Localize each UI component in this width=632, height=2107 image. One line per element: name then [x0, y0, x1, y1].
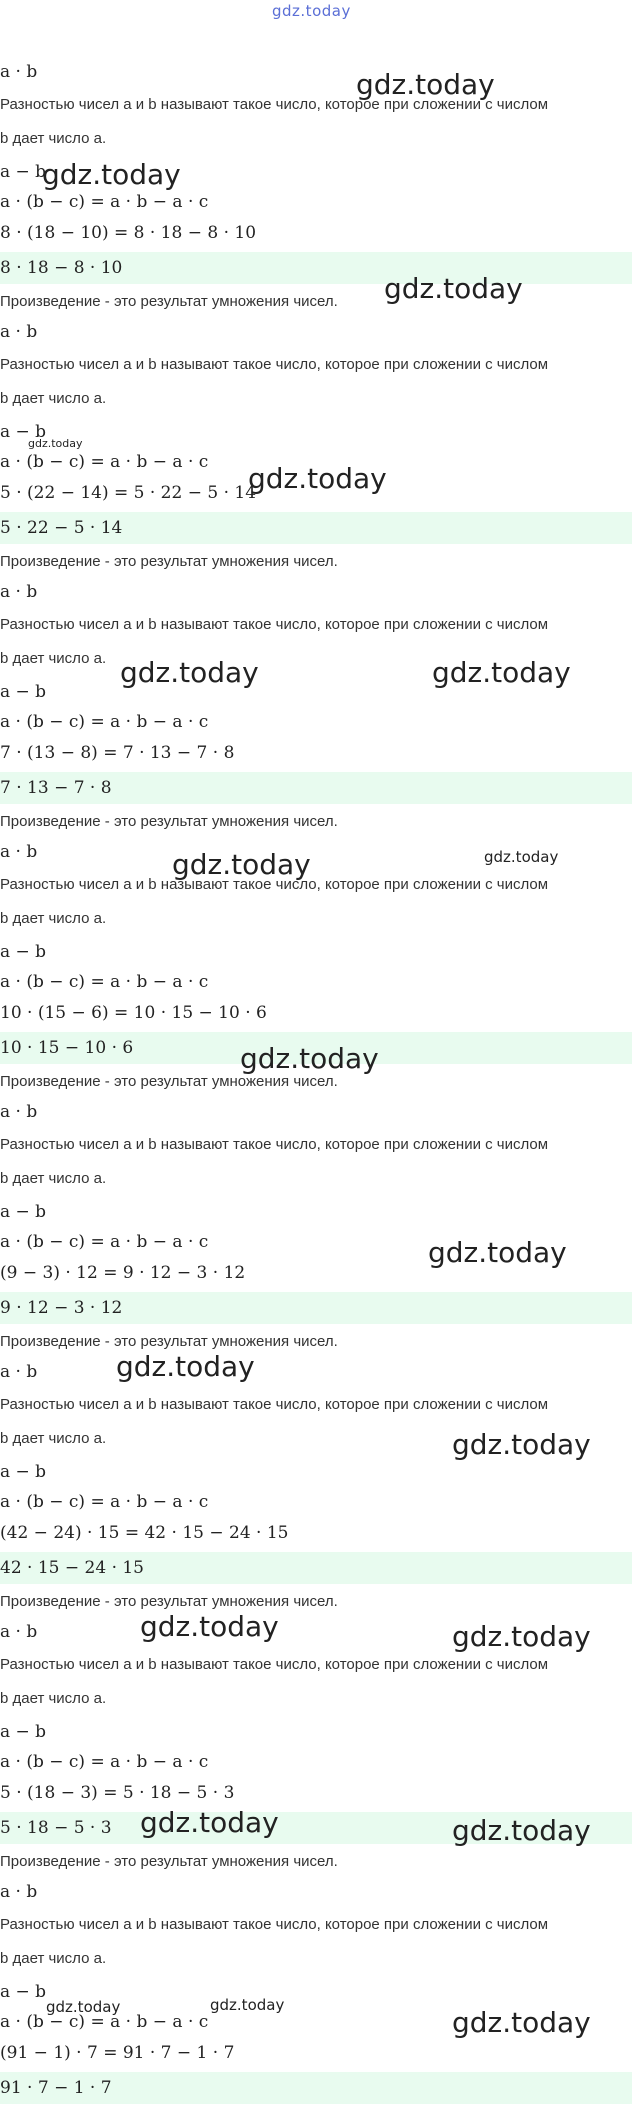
product-definition: Произведение - это результат умножения чисел.	[0, 813, 338, 830]
exercise-equation: 5 · (22 − 14) = 5 · 22 − 5 · 14	[0, 483, 257, 503]
exercise-answer: 5 · 22 − 5 · 14	[0, 518, 123, 538]
difference-definition-line2: b дает число a.	[0, 130, 107, 147]
difference-expression: a − b	[0, 1982, 47, 2002]
difference-definition-line1: Разностью чисел a и b называют такое число, которое при сложении с числом	[0, 1656, 549, 1673]
distributive-law: a · (b − c) = a · b − a · c	[0, 1752, 209, 1772]
answer-highlight	[0, 252, 632, 284]
difference-definition-line2: b дает число a.	[0, 1950, 107, 1967]
watermark: gdz.today	[356, 68, 495, 101]
distributive-law: a · (b − c) = a · b − a · c	[0, 712, 209, 732]
distributive-law: a · (b − c) = a · b − a · c	[0, 1232, 209, 1252]
difference-definition-line2: b дает число a.	[0, 910, 107, 927]
exercise-equation: (42 − 24) · 15 = 42 · 15 − 24 · 15	[0, 1523, 289, 1543]
answer-highlight	[0, 2072, 632, 2104]
watermark: gdz.today	[210, 1996, 285, 2014]
product-definition: Произведение - это результат умножения чисел.	[0, 1593, 338, 1610]
difference-definition-line2: b дает число a.	[0, 390, 107, 407]
product-expression: a · b	[0, 1102, 38, 1122]
product-definition: Произведение - это результат умножения чисел.	[0, 1333, 338, 1350]
product-expression: a · b	[0, 582, 38, 602]
difference-definition-line2: b дает число a.	[0, 650, 107, 667]
watermark: gdz.today	[452, 1620, 591, 1653]
product-definition: Произведение - это результат умножения чисел.	[0, 293, 338, 310]
distributive-law: a · (b − c) = a · b − a · c	[0, 2012, 209, 2032]
watermark: gdz.today	[452, 2006, 591, 2039]
exercise-answer: 91 · 7 − 1 · 7	[0, 2078, 112, 2098]
watermark: gdz.today	[248, 462, 387, 495]
difference-expression: a − b	[0, 162, 47, 182]
watermark: gdz.today	[28, 437, 83, 450]
exercise-answer: 42 · 15 − 24 · 15	[0, 1558, 145, 1578]
answer-highlight	[0, 772, 632, 804]
watermark: gdz.today	[240, 1042, 379, 1075]
watermark: gdz.today	[116, 1350, 255, 1383]
difference-definition-line1: Разностью чисел a и b называют такое число, которое при сложении с числом	[0, 1916, 549, 1933]
product-expression: a · b	[0, 62, 38, 82]
exercise-answer: 9 · 12 − 3 · 12	[0, 1298, 123, 1318]
answer-highlight	[0, 512, 632, 544]
difference-expression: a − b	[0, 1722, 47, 1742]
difference-definition-line1: Разностью чисел a и b называют такое число, которое при сложении с числом	[0, 876, 549, 893]
difference-expression: a − b	[0, 1202, 47, 1222]
difference-expression: a − b	[0, 942, 47, 962]
product-expression: a · b	[0, 1882, 38, 1902]
watermark: gdz.today	[484, 848, 559, 866]
watermark: gdz.today	[432, 656, 571, 689]
watermark: gdz.today	[172, 848, 311, 881]
difference-definition-line2: b дает число a.	[0, 1170, 107, 1187]
difference-expression: a − b	[0, 1462, 47, 1482]
exercise-equation: (9 − 3) · 12 = 9 · 12 − 3 · 12	[0, 1263, 246, 1283]
exercise-equation: 10 · (15 − 6) = 10 · 15 − 10 · 6	[0, 1003, 267, 1023]
exercise-answer: 5 · 18 − 5 · 3	[0, 1818, 112, 1838]
answer-highlight	[0, 1552, 632, 1584]
watermark: gdz.today	[120, 656, 259, 689]
exercise-answer: 8 · 18 − 8 · 10	[0, 258, 123, 278]
watermark: gdz.today	[452, 1814, 591, 1847]
difference-expression: a − b	[0, 682, 47, 702]
difference-definition-line2: b дает число a.	[0, 1690, 107, 1707]
product-definition: Произведение - это результат умножения чисел.	[0, 1853, 338, 1870]
watermark: gdz.today	[140, 1806, 279, 1839]
distributive-law: a · (b − c) = a · b − a · c	[0, 192, 209, 212]
distributive-law: a · (b − c) = a · b − a · c	[0, 1492, 209, 1512]
watermark: gdz.today	[384, 272, 523, 305]
site-logo[interactable]: gdz.today	[272, 2, 351, 20]
difference-definition-line1: Разностью чисел a и b называют такое число, которое при сложении с числом	[0, 1136, 549, 1153]
product-definition: Произведение - это результат умножения чисел.	[0, 553, 338, 570]
exercise-answer: 7 · 13 − 7 · 8	[0, 778, 112, 798]
difference-definition-line1: Разностью чисел a и b называют такое число, которое при сложении с числом	[0, 356, 549, 373]
exercise-equation: 8 · (18 − 10) = 8 · 18 − 8 · 10	[0, 223, 257, 243]
exercise-equation: 7 · (13 − 8) = 7 · 13 − 7 · 8	[0, 743, 235, 763]
difference-definition-line1: Разностью чисел a и b называют такое число, которое при сложении с числом	[0, 1396, 549, 1413]
distributive-law: a · (b − c) = a · b − a · c	[0, 452, 209, 472]
product-expression: a · b	[0, 1622, 38, 1642]
product-definition: Произведение - это результат умножения чисел.	[0, 1073, 338, 1090]
product-expression: a · b	[0, 1362, 38, 1382]
difference-definition-line1: Разностью чисел a и b называют такое число, которое при сложении с числом	[0, 616, 549, 633]
difference-definition-line1: Разностью чисел a и b называют такое число, которое при сложении с числом	[0, 96, 549, 113]
exercise-answer: 10 · 15 − 10 · 6	[0, 1038, 134, 1058]
exercise-equation: 5 · (18 − 3) = 5 · 18 − 5 · 3	[0, 1783, 235, 1803]
watermark: gdz.today	[452, 1428, 591, 1461]
watermark: gdz.today	[42, 158, 181, 191]
distributive-law: a · (b − c) = a · b − a · c	[0, 972, 209, 992]
difference-expression: a − b	[0, 422, 47, 442]
watermark: gdz.today	[140, 1610, 279, 1643]
difference-definition-line2: b дает число a.	[0, 1430, 107, 1447]
watermark: gdz.today	[428, 1236, 567, 1269]
product-expression: a · b	[0, 322, 38, 342]
product-expression: a · b	[0, 842, 38, 862]
exercise-equation: (91 − 1) · 7 = 91 · 7 − 1 · 7	[0, 2043, 235, 2063]
watermark: gdz.today	[46, 1998, 121, 2016]
answer-highlight	[0, 1292, 632, 1324]
